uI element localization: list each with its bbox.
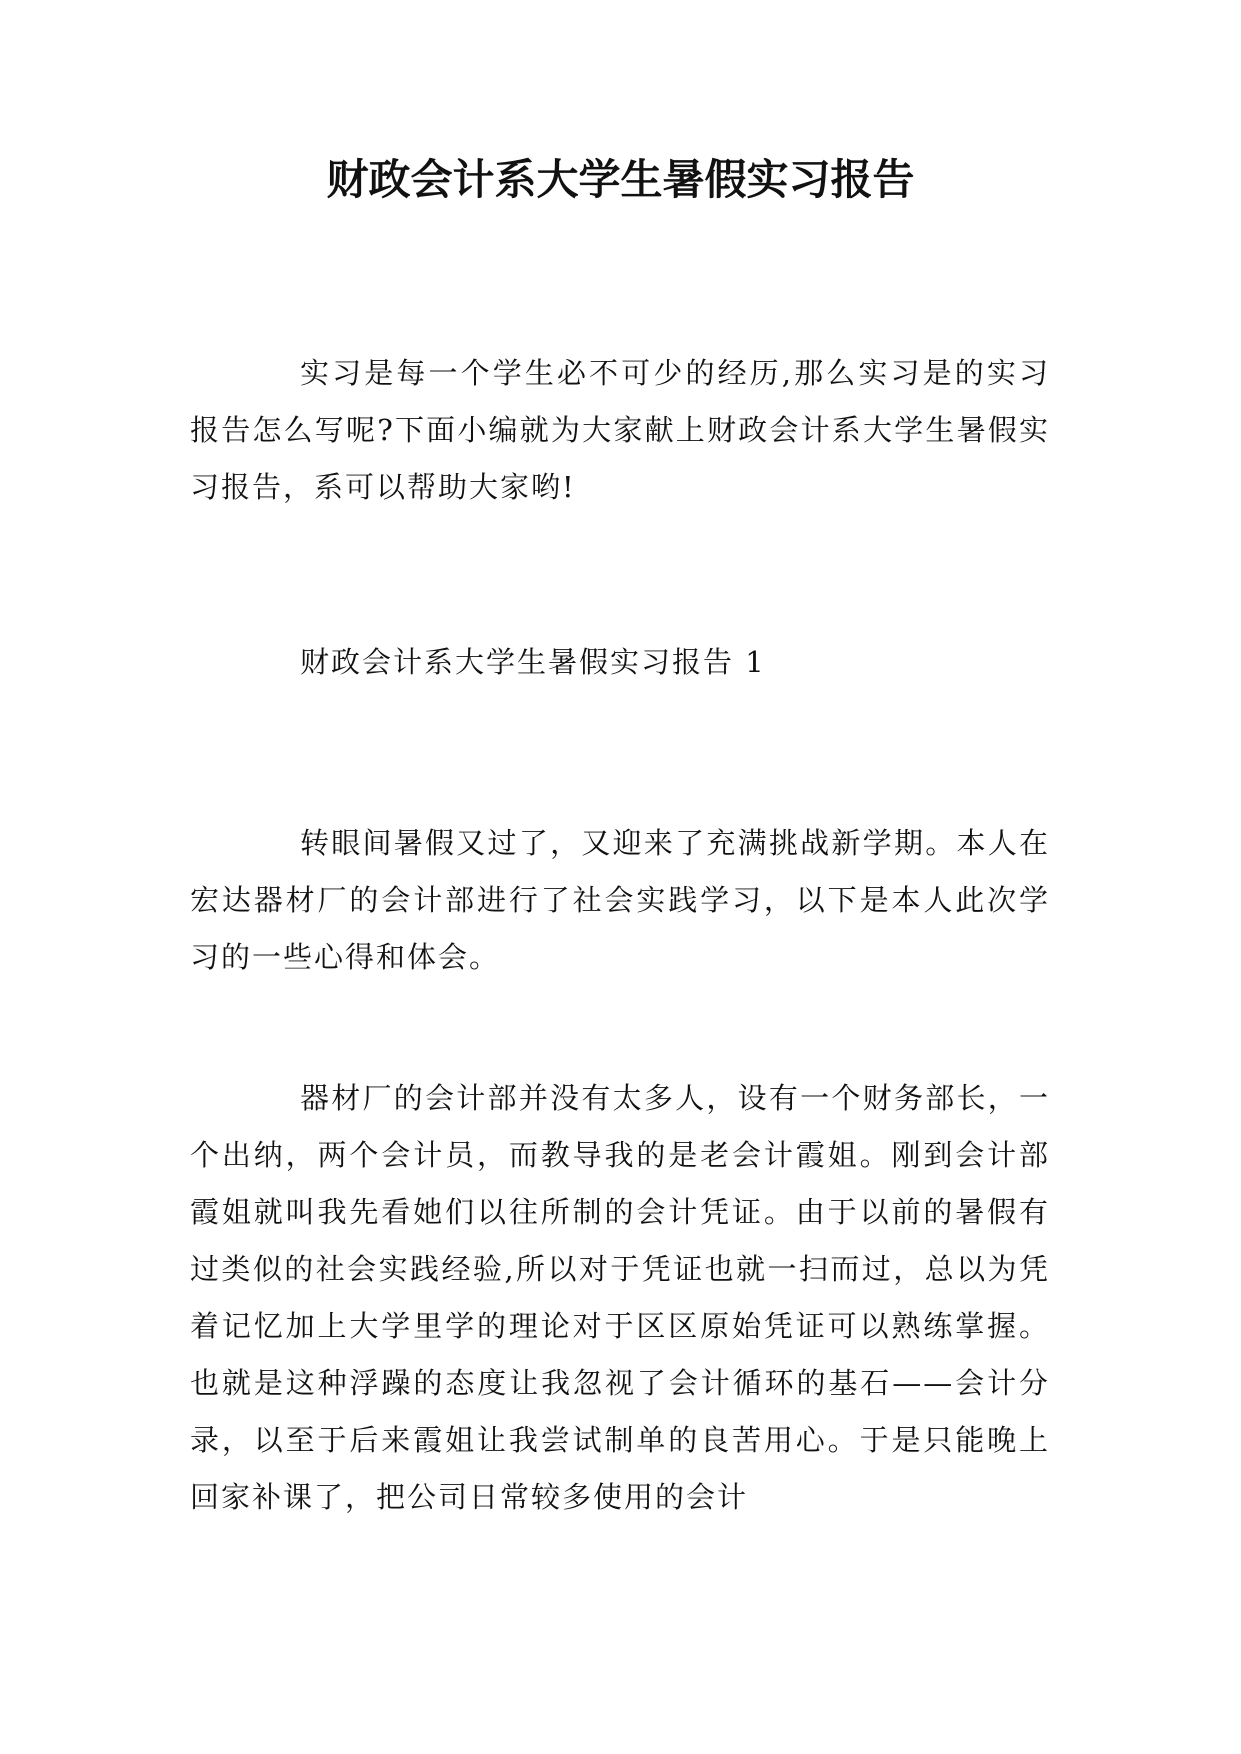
intro-paragraph: 实习是每一个学生必不可少的经历,那么实习是的实习报告怎么写呢?下面小编就为大家献上财政会计系大学生暑假实习报告，系可以帮助大家哟! [190, 356, 1050, 504]
body-paragraph: 转眼间暑假又过了，又迎来了充满挑战新学期。本人在宏达器材厂的会计部进行了社会实践学习，以下是本人此次学习的一些心得和体会。 [190, 826, 1050, 974]
body-paragraph: 器材厂的会计部并没有太多人，设有一个财务部长，一个出纳，两个会计员，而教导我的是老会计霞姐。刚到会计部霞姐就叫我先看她们以往所制的会计凭证。由于以前的暑假有过类似的社会实践经验,所以对于凭证也就一扫而过，总以为凭着记忆加上大学里学的理论对于区区原始凭证可以熟练掌握。也就是这种浮躁的态度让我忽视了会计循环的基石——会计分录，以至于后来霞姐让我尝试制单的良苦用心。于是只能晚上回家补课了，把公司日常较多使用的会计 [190, 1081, 1050, 1514]
document-title: 财政会计系大学生暑假实习报告 [326, 155, 915, 204]
section-heading: 财政会计系大学生暑假实习报告 1 [300, 645, 766, 679]
